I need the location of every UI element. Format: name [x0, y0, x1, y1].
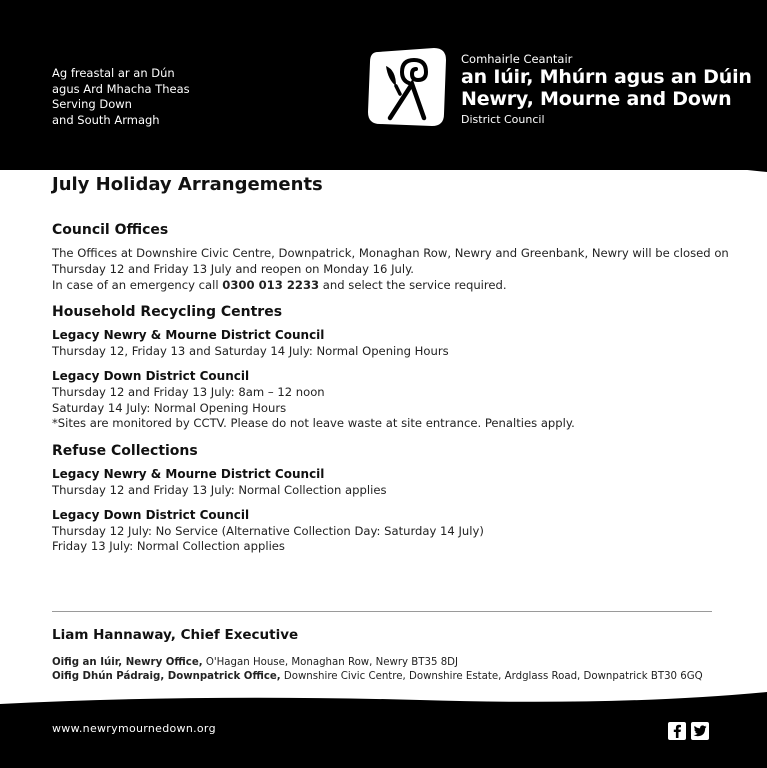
address-newry [52, 656, 703, 670]
signature: Liam Hannaway, Chief Executive [52, 627, 299, 643]
emergency-post: and select the service required. [319, 277, 507, 292]
header-tagline [52, 66, 190, 128]
recycling-newry-title: Legacy Newry & Mourne District Council [52, 328, 325, 343]
recycling-down-line: Thursday 12 and Friday 13 July: 8am – 12 noon [52, 384, 325, 399]
recycling-down-line: Saturday 14 July: Normal Opening Hours [52, 400, 287, 415]
council-name-english: Newry, Mourne and Down [461, 88, 732, 110]
twitter-glyph [693, 725, 707, 737]
tagline-line: agus Ard Mhacha Theas [52, 81, 190, 96]
council-offices-text [52, 246, 732, 293]
council-name-district: District Council [461, 113, 545, 126]
tagline-line: and South Armagh [52, 112, 160, 127]
facebook-icon[interactable] [668, 722, 686, 740]
address-downpatrick [52, 670, 703, 684]
address-down-detail: Downshire Civic Centre, Downshire Estate, Ardglass Road, Downpatrick BT30 6GQ [280, 671, 703, 682]
tagline-line: Serving Down [52, 97, 132, 111]
refuse-down-line: Thursday 12 July: No Service (Alternative Collection Day: Saturday 14 July) [52, 523, 484, 538]
section-title-council-offices: Council Offices [52, 222, 169, 238]
emergency-number: 0300 013 2233 [222, 277, 320, 292]
recycling-newry-line: Thursday 12, Friday 13 and Saturday 14 July: Normal Opening Hours [52, 344, 449, 359]
emergency-line [52, 278, 732, 294]
section-title-recycling: Household Recycling Centres [52, 304, 283, 321]
twitter-icon[interactable] [691, 722, 709, 740]
refuse-newry-line: Thursday 12 and Friday 13 July: Normal Collection applies [52, 482, 387, 497]
social-links [668, 722, 709, 740]
tagline-line: Ag freastal ar an Dún [52, 66, 175, 80]
council-offices-line: The Offices at Downshire Civic Centre, Downpatrick, Monaghan Row, Newry and Greenbank, Newry will be closed on [52, 246, 729, 260]
divider [52, 611, 712, 612]
council-name-small: Comhairle Ceantair [461, 52, 573, 66]
footer-band [0, 705, 767, 768]
page-title: July Holiday Arrangements [52, 174, 323, 195]
office-addresses [52, 656, 703, 684]
facebook-glyph [671, 724, 683, 738]
refuse-down-title: Legacy Down District Council [52, 507, 250, 522]
recycling-down-title: Legacy Down District Council [52, 368, 250, 383]
refuse-text [52, 467, 732, 555]
council-logo-icon [364, 44, 450, 130]
section-title-refuse: Refuse Collections [52, 443, 198, 460]
main-content [52, 174, 732, 555]
website-link[interactable]: www.newrymournedown.org [52, 722, 216, 735]
refuse-down-line: Friday 13 July: Normal Collection applies [52, 539, 285, 554]
council-offices-line: Thursday 12 and Friday 13 July and reopen on Monday 16 July. [52, 261, 414, 276]
address-newry-detail: O'Hagan House, Monaghan Row, Newry BT35 8DJ [202, 657, 459, 668]
refuse-newry-title: Legacy Newry & Mourne District Council [52, 467, 325, 482]
recycling-note: *Sites are monitored by CCTV. Please do not leave waste at site entrance. Penalties apply. [52, 416, 575, 431]
address-down-label: Oifig Dhún Pádraig, Downpatrick Office, [52, 671, 281, 682]
recycling-text [52, 328, 732, 432]
address-newry-label: Oifig an Iúir, Newry Office, [52, 657, 203, 668]
council-name-irish: an Iúir, Mhúrn agus an Dúin [461, 66, 752, 88]
emergency-pre: In case of an emergency call [52, 277, 223, 292]
council-name [461, 52, 752, 126]
